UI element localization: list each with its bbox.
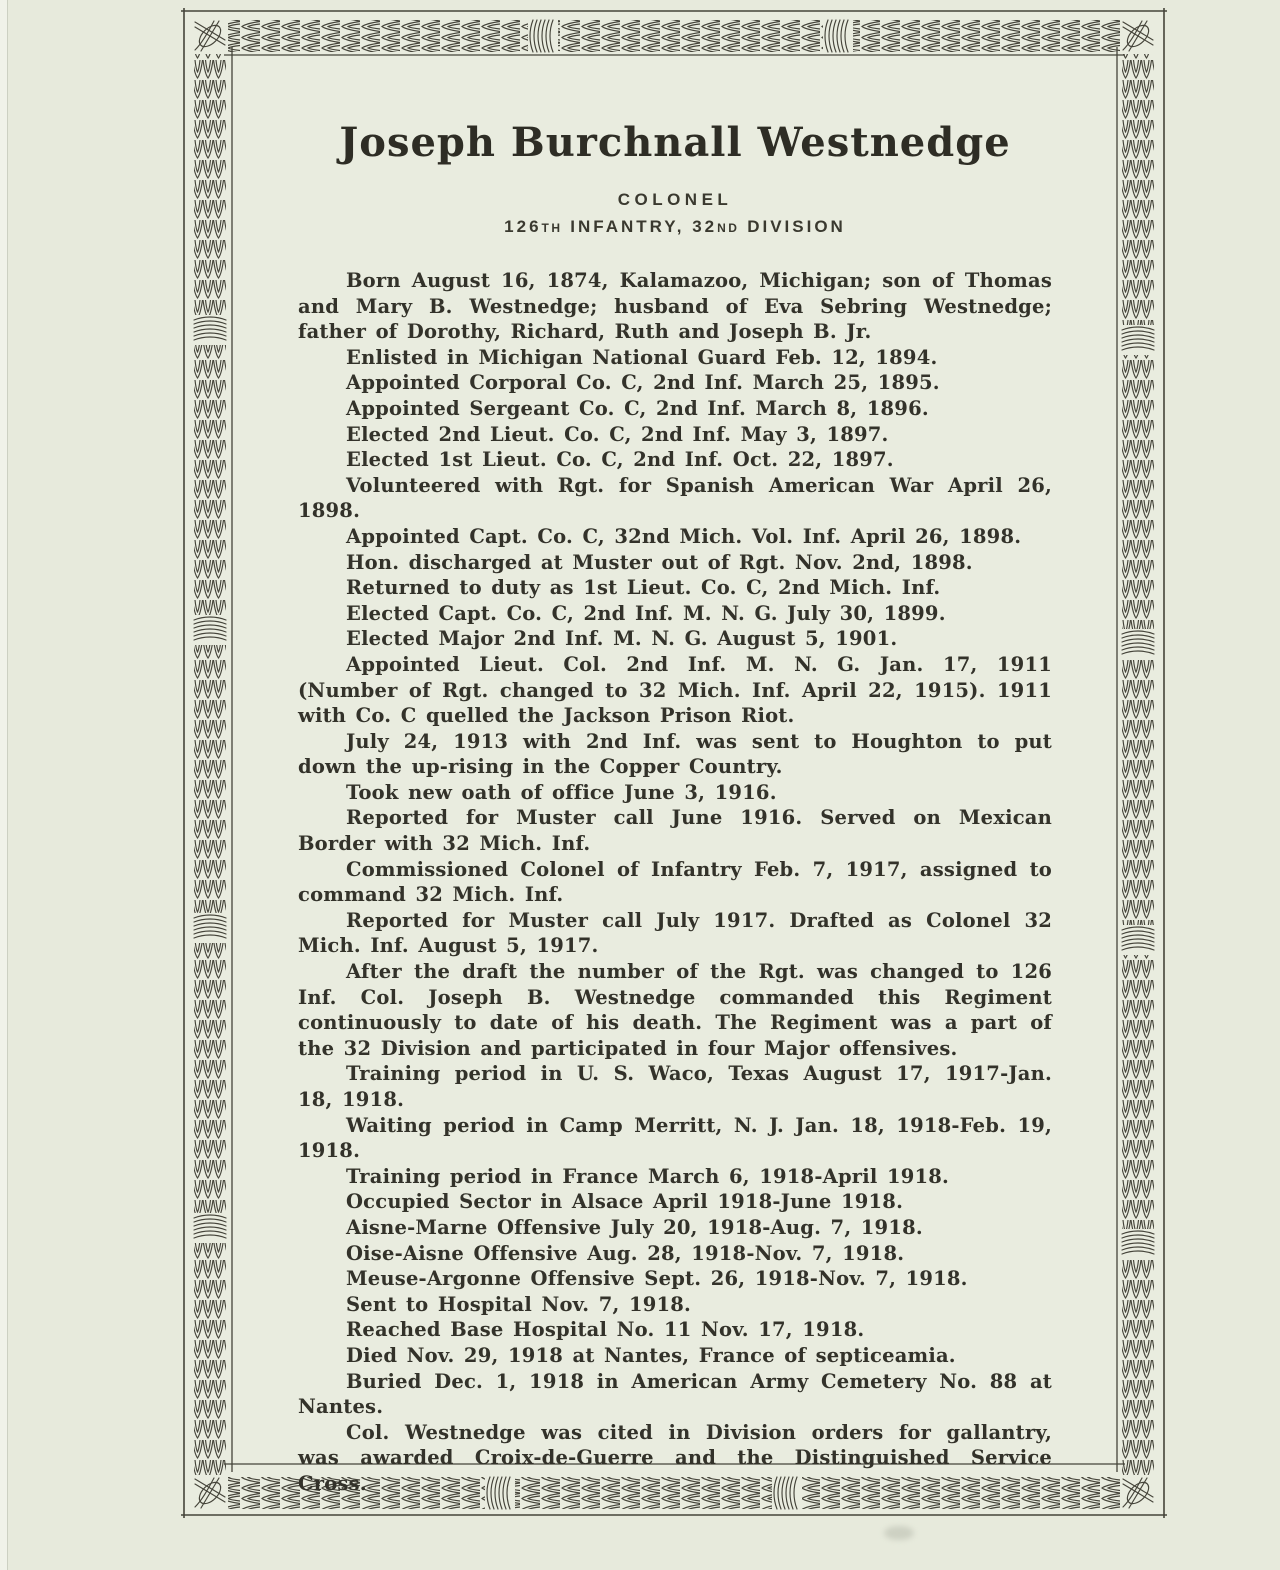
bio-paragraph: Oise-Aisne Offensive Aug. 28, 1918-Nov. 7, 1918. (346, 1241, 905, 1265)
unit-subtitle (298, 217, 1052, 238)
bio-paragraph: Col. Westnedge was cited in Division orders for gallantry, was awarded Croix-de-Guerre and the Distinguished Service Cross. (298, 1420, 1052, 1495)
unit-subtitle-segment: 126 (504, 217, 542, 236)
bio-paragraph: Aisne-Marne Offensive July 20, 1918-Aug. 7, 1918. (346, 1215, 923, 1239)
bio-paragraph: Buried Dec. 1, 1918 in American Army Cemetery No. 88 at Nantes. (298, 1369, 1052, 1419)
bio-paragraph: Training period in U. S. Waco, Texas August 17, 1917-Jan. 18, 1918. (298, 1062, 1052, 1111)
bio-paragraph: Appointed Lieut. Col. 2nd Inf. M. N. G. Jan. 17, 1911 (Number of Rgt. changed to 32 Mich. Inf. April 22, 1915). 1911 with Co. C quelled the Jackson Prison Riot. (298, 652, 1052, 728)
unit-subtitle-segment: DIVISION (739, 217, 846, 236)
bio-paragraph: Appointed Sergeant Co. C, 2nd Inf. March 8, 1896. (346, 396, 929, 420)
memorial-content (298, 116, 1052, 1497)
bio-paragraph: Volunteered with Rgt. for Spanish American War April 26, 1898. (298, 473, 1052, 523)
biography-text (298, 268, 1052, 1497)
page-title: Joseph Burchnall Westnedge (339, 119, 1011, 166)
bio-paragraph: Training period in France March 6, 1918-April 1918. (346, 1164, 950, 1188)
bio-paragraph: After the draft the number of the Rgt. was changed to 126 Inf. Col. Joseph B. Westnedge commanded this Regiment continuously to date of his death. The Regiment was a part of the 32 Division and participated in four Major offensives. (298, 960, 1052, 1060)
bio-paragraph: Elected 2nd Lieut. Co. C, 2nd Inf. May 3, 1897. (346, 422, 889, 446)
bio-paragraph: Waiting period in Camp Merritt, N. J. Jan. 18, 1918-Feb. 19, 1918. (298, 1113, 1052, 1163)
bio-paragraph: Elected Capt. Co. C, 2nd Inf. M. N. G. July 30, 1899. (346, 601, 946, 625)
bio-paragraph: Elected 1st Lieut. Co. C, 2nd Inf. Oct. 22, 1897. (346, 448, 894, 472)
bio-paragraph: July 24, 1913 with 2nd Inf. was sent to Houghton to put down the up-rising in the Copper Country. (298, 729, 1052, 779)
bio-paragraph: Reported for Muster call June 1916. Served on Mexican Border with 32 Mich. Inf. (298, 806, 1052, 856)
unit-subtitle-segment: INFANTRY, 32 (562, 217, 718, 236)
bio-paragraph: Enlisted in Michigan National Guard Feb. 12, 1894. (346, 345, 938, 369)
bio-paragraph: Hon. discharged at Muster out of Rgt. Nov. 2nd, 1898. (346, 550, 973, 574)
bio-paragraph: Meuse-Argonne Offensive Sept. 26, 1918-Nov. 7, 1918. (346, 1267, 968, 1291)
bio-paragraph: Died Nov. 29, 1918 at Nantes, France of septiceamia. (346, 1343, 956, 1367)
bio-paragraph: Born August 16, 1874, Kalamazoo, Michigan; son of Thomas and Mary B. Westnedge; husband of Eva Sebring Westnedge; father of Dorothy, Richard, Ruth and Joseph B. Jr. (298, 269, 1052, 344)
bio-paragraph: Reported for Muster call July 1917. Drafted as Colonel 32 Mich. Inf. August 5, 1917. (298, 908, 1052, 958)
bio-paragraph: Appointed Corporal Co. C, 2nd Inf. March 25, 1895. (346, 371, 940, 395)
bio-paragraph: Elected Major 2nd Inf. M. N. G. August 5, 1901. (346, 627, 898, 651)
bio-paragraph: Reached Base Hospital No. 11 Nov. 17, 1918. (346, 1318, 865, 1342)
bio-paragraph: Occupied Sector in Alsace April 1918-June 1918. (346, 1190, 904, 1214)
unit-subtitle-segment: ND (717, 221, 740, 235)
bio-paragraph: Commissioned Colonel of Infantry Feb. 7, 1917, assigned to command 32 Mich. Inf. (298, 857, 1052, 907)
rank-subtitle: COLONEL (617, 190, 733, 209)
scan-smudge (884, 1526, 914, 1540)
bio-paragraph: Took new oath of office June 3, 1916. (346, 780, 777, 804)
bio-paragraph: Appointed Capt. Co. C, 32nd Mich. Vol. Inf. April 26, 1898. (346, 524, 1022, 548)
bio-paragraph: Returned to duty as 1st Lieut. Co. C, 2nd Mich. Inf. (346, 576, 941, 600)
unit-subtitle-segment: TH (541, 221, 563, 235)
bio-paragraph: Sent to Hospital Nov. 7, 1918. (346, 1292, 692, 1316)
